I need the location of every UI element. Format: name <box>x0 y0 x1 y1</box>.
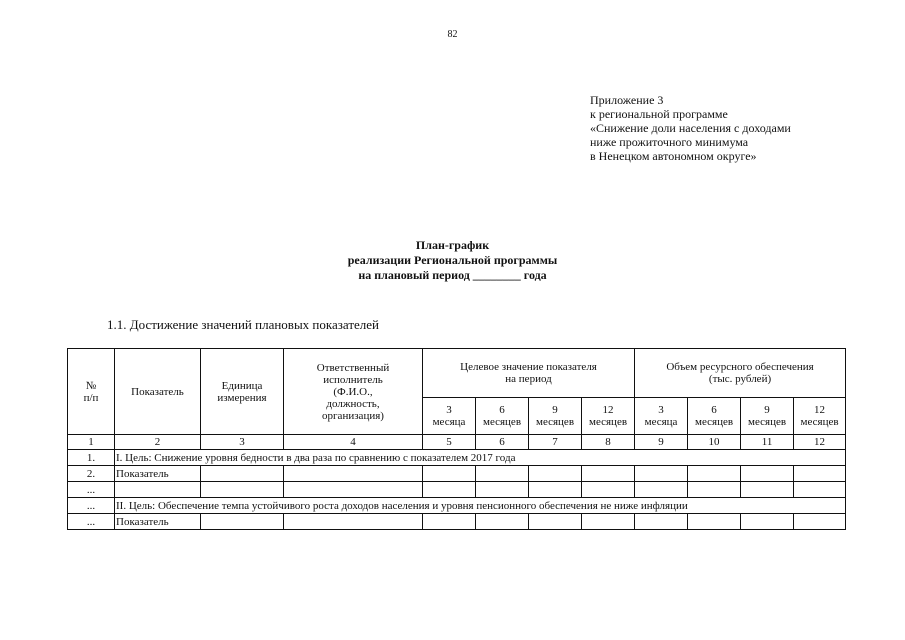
column-number: 7 <box>529 435 582 450</box>
header-period: 9 месяцев <box>529 398 582 435</box>
column-number-row <box>68 435 846 450</box>
goal-text: I. Цель: Снижение уровня бедности в два раза по сравнению с показателем 2017 года <box>115 450 846 466</box>
section-heading: 1.1. Достижение значений плановых показателей <box>107 317 380 332</box>
empty-cell <box>284 514 423 530</box>
empty-cell <box>476 482 529 498</box>
table-row-goal <box>68 450 846 466</box>
empty-cell <box>582 466 635 482</box>
column-number: 10 <box>688 435 741 450</box>
column-number: 5 <box>423 435 476 450</box>
title-line: на плановый период ________ года <box>358 268 547 282</box>
column-number: 9 <box>635 435 688 450</box>
column-number: 11 <box>741 435 794 450</box>
plan-schedule-table <box>67 348 846 530</box>
column-number: 8 <box>582 435 635 450</box>
header-target-value: Целевое значение показателя на период <box>423 349 635 398</box>
empty-cell <box>201 514 284 530</box>
column-number: 12 <box>794 435 846 450</box>
empty-cell <box>476 514 529 530</box>
appendix-line: Приложение 3 <box>590 93 664 107</box>
column-number: 1 <box>68 435 115 450</box>
header-num: № п/п <box>68 349 115 435</box>
header-period: 9 месяцев <box>741 398 794 435</box>
empty-cell <box>476 466 529 482</box>
empty-cell <box>688 514 741 530</box>
empty-cell <box>284 482 423 498</box>
empty-cell <box>582 482 635 498</box>
empty-cell <box>201 466 284 482</box>
empty-cell <box>635 514 688 530</box>
header-executor: Ответственный исполнитель (Ф.И.О., должность, организация) <box>284 349 423 435</box>
goal-text: II. Цель: Обеспечение темпа устойчивого роста доходов населения и уровня пенсионного обеспечения не ниже инфляции <box>115 498 846 514</box>
row-number: 1. <box>68 450 115 466</box>
document-title <box>0 238 905 283</box>
indicator-cell: Показатель <box>115 466 201 482</box>
column-number: 2 <box>115 435 201 450</box>
empty-cell <box>794 514 846 530</box>
empty-cell <box>423 466 476 482</box>
header-period: 3 месяца <box>635 398 688 435</box>
header-indicator: Показатель <box>115 349 201 435</box>
table-row <box>68 466 846 482</box>
indicator-cell <box>115 482 201 498</box>
appendix-line: к региональной программе <box>590 107 728 121</box>
header-period: 3 месяца <box>423 398 476 435</box>
row-number: ... <box>68 498 115 514</box>
header-period: 12 месяцев <box>794 398 846 435</box>
empty-cell <box>688 466 741 482</box>
appendix-block <box>590 93 791 163</box>
empty-cell <box>741 466 794 482</box>
page-number: 82 <box>447 29 458 40</box>
empty-cell <box>201 482 284 498</box>
row-number: ... <box>68 482 115 498</box>
table-row <box>68 514 846 530</box>
empty-cell <box>423 482 476 498</box>
indicator-cell: Показатель <box>115 514 201 530</box>
column-number: 3 <box>201 435 284 450</box>
empty-cell <box>582 514 635 530</box>
column-number: 4 <box>284 435 423 450</box>
header-period: 12 месяцев <box>582 398 635 435</box>
empty-cell <box>635 482 688 498</box>
header-resource-provision: Объем ресурсного обеспечения (тыс. рублей) <box>635 349 846 398</box>
table-row <box>68 482 846 498</box>
header-period: 6 месяцев <box>476 398 529 435</box>
empty-cell <box>529 466 582 482</box>
appendix-line: в Ненецком автономном округе» <box>590 149 757 163</box>
empty-cell <box>741 482 794 498</box>
appendix-line: «Снижение доли населения с доходами <box>590 121 791 135</box>
empty-cell <box>529 514 582 530</box>
empty-cell <box>741 514 794 530</box>
row-number: ... <box>68 514 115 530</box>
appendix-line: ниже прожиточного минимума <box>590 135 749 149</box>
empty-cell <box>794 482 846 498</box>
column-number: 6 <box>476 435 529 450</box>
empty-cell <box>635 466 688 482</box>
empty-cell <box>423 514 476 530</box>
header-unit: Единица измерения <box>201 349 284 435</box>
empty-cell <box>284 466 423 482</box>
empty-cell <box>688 482 741 498</box>
empty-cell <box>794 466 846 482</box>
title-line: реализации Региональной программы <box>347 253 558 267</box>
title-line: План-график <box>415 238 490 252</box>
header-period: 6 месяцев <box>688 398 741 435</box>
table-row-goal <box>68 498 846 514</box>
row-number: 2. <box>68 466 115 482</box>
empty-cell <box>529 482 582 498</box>
